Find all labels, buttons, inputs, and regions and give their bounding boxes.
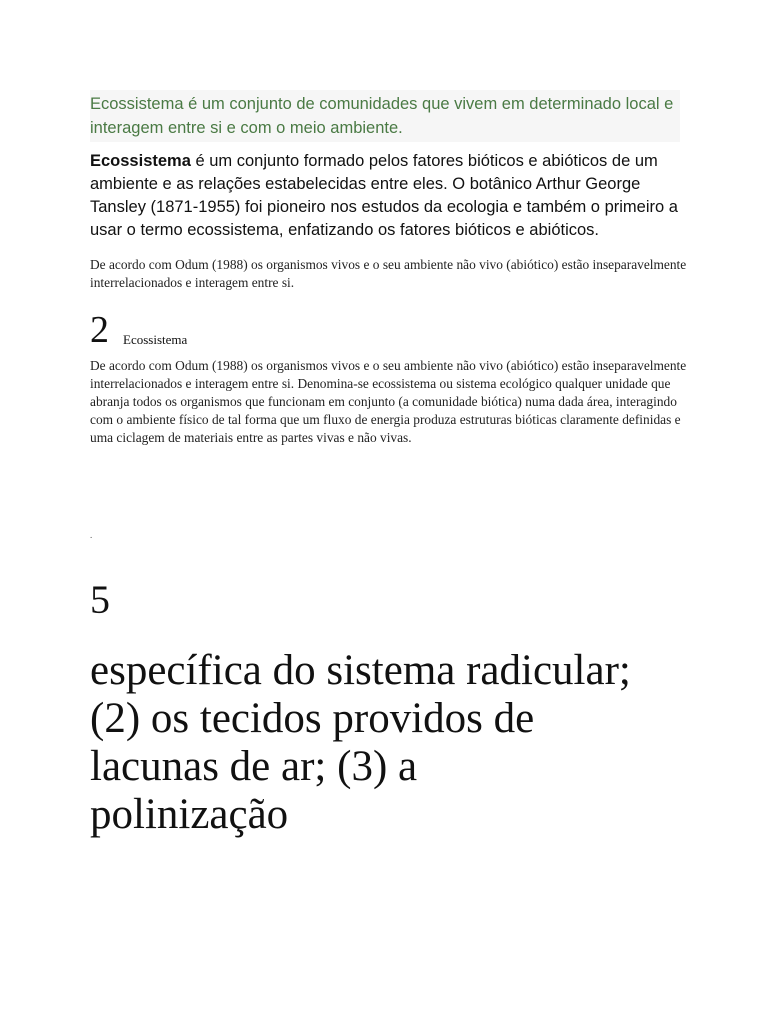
definition-text: é um conjunto formado pelos fatores bióticos e abióticos de um ambiente e as relações estabelecidas entre eles. O botânico Arthur George Tansley (1871-1955) foi pioneiro nos estudos da ecologia e também o primeiro a usar o termo ecossistema, enfatizando os fatores bióticos e abióticos.: [90, 152, 678, 239]
section-title: Ecossistema: [123, 332, 188, 347]
section-body: De acordo com Odum (1988) os organismos vivos e o seu ambiente não vivo (abiótico) estão inseparavelmente interrelacionados e interagem entre si. Denomina-se ecossistema ou sistema ecológico qualquer unidade que abranja todos os organismos que funcionam em conjunto (a comunidade biótica) numa dada área, interagindo com o ambiente físico de tal forma que um fluxo de energia produza estruturas bióticas claramente definidas e uma ciclagem de materiais entre as partes vivas e não vivas.: [90, 358, 687, 445]
stray-mark: .: [90, 530, 93, 540]
highlighted-paragraph: Ecossistema é um conjunto de comunidades que vivem em determinado local e interagem entre si e com o meio ambiente.: [90, 90, 680, 142]
definition-term: Ecossistema: [90, 152, 191, 170]
large-number: 5: [90, 577, 110, 622]
odum-paragraph: De acordo com Odum (1988) os organismos vivos e o seu ambiente não vivo (abiótico) estão inseparavelmente interrelacionados e interagem entre si.: [90, 257, 687, 290]
section-heading: [90, 310, 187, 350]
section-number: 2: [90, 309, 109, 351]
large-text-fragment: específica do sistema radicular; (2) os tecidos providos de lacunas de ar; (3) a polinização: [90, 647, 631, 838]
definition-paragraph: [90, 150, 690, 242]
